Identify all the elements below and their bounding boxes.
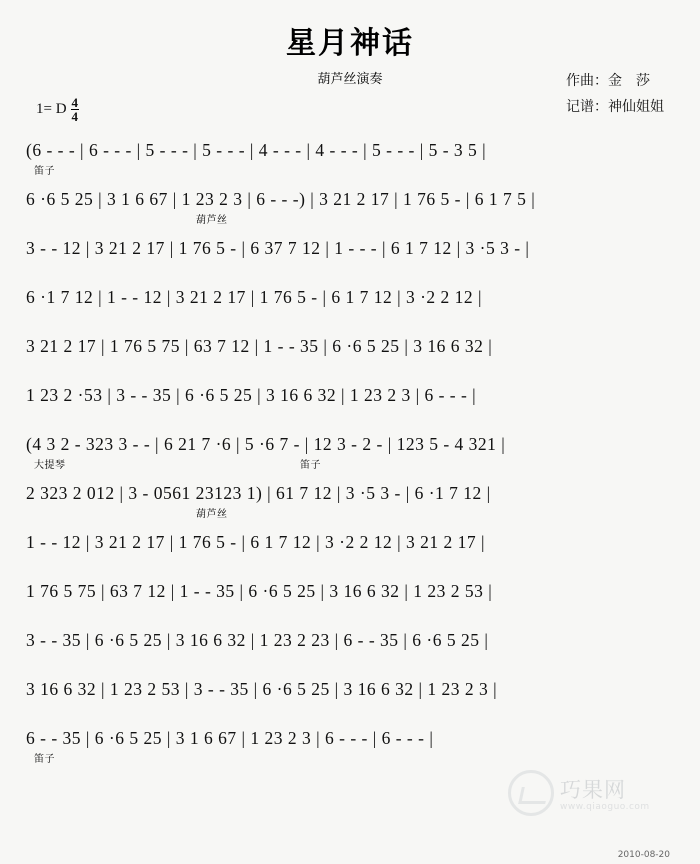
watermark-url: www.qiaoguo.com bbox=[560, 802, 650, 812]
staff-line-notes: 1 23 2 ·53 | 3 - - 35 | 6 ·6 5 25 | 3 16 6 32 | 1 23 2 3 | 6 - - - | bbox=[26, 385, 477, 405]
instrument-label-dizi: 笛子 bbox=[34, 166, 55, 177]
staff-lines bbox=[0, 126, 700, 763]
staff-line bbox=[0, 126, 700, 175]
time-signature bbox=[71, 96, 80, 123]
staff-line bbox=[0, 273, 700, 322]
instrument-label-hulusi: 葫芦丝 bbox=[196, 215, 228, 226]
key-signature bbox=[36, 96, 79, 123]
staff-line-notes: 6 ·1 7 12 | 1 - - 12 | 3 21 2 17 | 1 76 5 - | 6 1 7 12 | 3 ·2 2 12 | bbox=[26, 287, 483, 307]
instrument-label-hulusi-2: 葫芦丝 bbox=[196, 509, 228, 520]
watermark bbox=[508, 768, 678, 828]
instrument-label-cello: 大提琴 bbox=[34, 460, 66, 471]
staff-line-notes: (4 3 2 - 323 3 - - | 6 21 7 ·6 | 5 ·6 7 - | 12 3 - 2 - | 123 5 - 4 321 | bbox=[26, 434, 506, 454]
key-label: 1= D bbox=[36, 101, 67, 117]
credits-block bbox=[566, 68, 664, 120]
date-stamp: 2010-08-20 bbox=[617, 850, 670, 860]
time-signature-numerator: 4 bbox=[71, 95, 79, 110]
staff-line bbox=[0, 175, 700, 224]
staff-line bbox=[0, 714, 700, 763]
instrument-label-dizi-3: 笛子 bbox=[34, 754, 55, 765]
watermark-name: 巧果网 bbox=[560, 778, 626, 802]
staff-line bbox=[0, 665, 700, 714]
staff-line-notes: 6 ·6 5 25 | 3 1 6 67 | 1 23 2 3 | 6 - - -) | 3 21 2 17 | 1 76 5 - | 6 1 7 5 | bbox=[26, 189, 536, 209]
staff-line bbox=[0, 371, 700, 420]
staff-line-notes: 3 16 6 32 | 1 23 2 53 | 3 - - 35 | 6 ·6 5 25 | 3 16 6 32 | 1 23 2 3 | bbox=[26, 679, 498, 699]
staff-line-notes: 1 - - 12 | 3 21 2 17 | 1 76 5 - | 6 1 7 12 | 3 ·2 2 12 | 3 21 2 17 | bbox=[26, 532, 485, 552]
staff-line bbox=[0, 224, 700, 273]
watermark-logo-icon bbox=[508, 770, 554, 816]
instrument-label-dizi-2: 笛子 bbox=[300, 460, 321, 471]
staff-line-notes: (6 - - - | 6 - - - | 5 - - - | 5 - - - | 4 - - - | 4 - - - | 5 - - - | 5 - 3 5 | bbox=[26, 140, 487, 160]
staff-line-notes: 1 76 5 75 | 63 7 12 | 1 - - 35 | 6 ·6 5 25 | 3 16 6 32 | 1 23 2 53 | bbox=[26, 581, 493, 601]
staff-line bbox=[0, 420, 700, 469]
staff-line bbox=[0, 469, 700, 518]
staff-line bbox=[0, 567, 700, 616]
staff-line-notes: 3 - - 12 | 3 21 2 17 | 1 76 5 - | 6 37 7 12 | 1 - - - | 6 1 7 12 | 3 ·5 3 - | bbox=[26, 238, 530, 258]
staff-line-notes: 3 - - 35 | 6 ·6 5 25 | 3 16 6 32 | 1 23 2 23 | 6 - - 35 | 6 ·6 5 25 | bbox=[26, 630, 489, 650]
staff-line bbox=[0, 616, 700, 665]
staff-line-notes: 3 21 2 17 | 1 76 5 75 | 63 7 12 | 1 - - 35 | 6 ·6 5 25 | 3 16 6 32 | bbox=[26, 336, 493, 356]
transcriber-line: 记谱：神仙姐姐 bbox=[566, 99, 664, 115]
time-signature-denominator: 4 bbox=[71, 109, 79, 124]
composer-line: 作曲：金 莎 bbox=[566, 73, 650, 89]
staff-line-notes: 2 323 2 012 | 3 - 0561 23123 1) | 61 7 12 | 3 ·5 3 - | 6 ·1 7 12 | bbox=[26, 483, 491, 503]
staff-line-notes: 6 - - 35 | 6 ·6 5 25 | 3 1 6 67 | 1 23 2 3 | 6 - - - | 6 - - - | bbox=[26, 728, 434, 748]
staff-line bbox=[0, 322, 700, 371]
page-subtitle: 葫芦丝演奏 bbox=[317, 72, 383, 87]
staff-line bbox=[0, 518, 700, 567]
sheet-music-page bbox=[0, 18, 700, 864]
page-title: 星月神话 bbox=[286, 26, 414, 61]
